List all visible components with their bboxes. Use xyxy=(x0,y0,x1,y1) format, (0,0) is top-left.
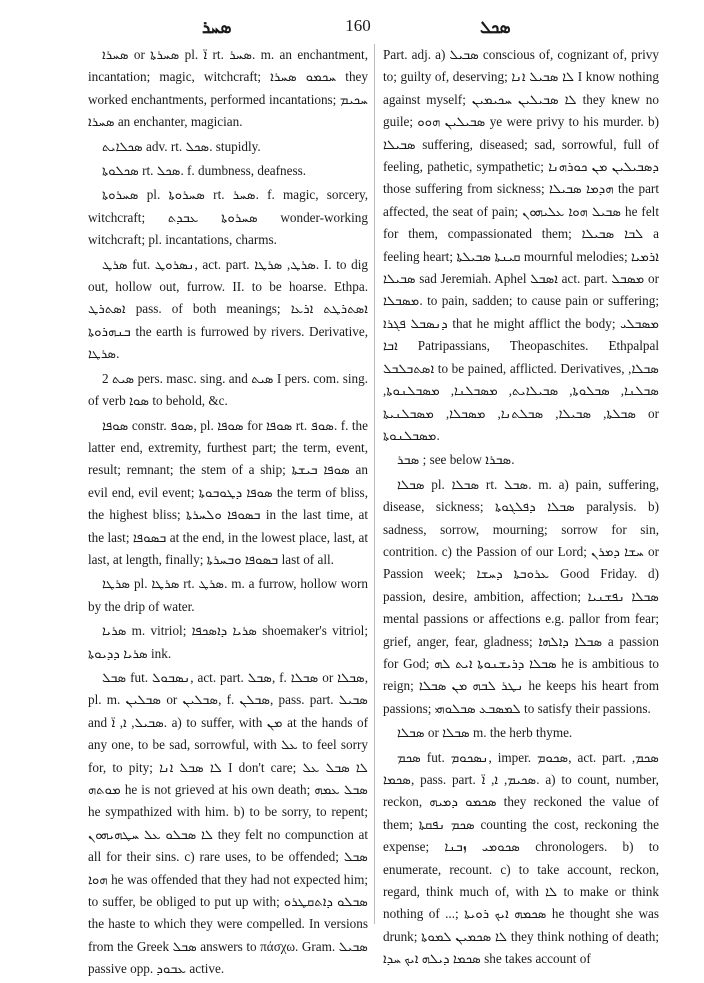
dictionary-entry: ܣܟܡ fut. ܢܣܟܘܡ, imper. ܣܟܘܡ, act. part. ܣܟܡ, ܣܟܡܐ, pass. part. ܣܟܝܡ, ܐ, ܐ̈. a) to count, number, reckon, ܣܟܡܘ ܕܡܝܗ they reckoned the value of them; ܣܟܡ ܢܦܩܬܐ counting the cost, reckoning the expense; ܣܟܘܡܝ ܙܒܢܐ chronologers. b) to enumerate, recount. c) to take account, reckon, regard, think much of, with ܠܐ to make or think nothing of ...; ܣܟܡܗ ܐܝܟ ܪܘܝܬܐ he thought she was drunk; ܠܐ ܣܟܡܝܢ ܠܡܘܬܐ they think nothing of death; ܣܟܡܐ ܕܝܠܗ ܐܝܟ ܚܕܐ she takes account of xyxy=(383,749,660,967)
dictionary-entry: ܣܟܠܘܬܐ rt. ܣܟܠ. f. dumbness, deafness. xyxy=(102,163,307,179)
column-divider xyxy=(374,44,375,924)
dictionary-entry: ܣܪܛ fut. ܢܣܪܘܛ, act. part. ܣܪܛ, ܣܪܛܐ. I. to dig out, hollow out, furrow. II. to be hoarse. Ethpa. ܐܣܬܪܛ pass. of both meanings; ܐܣܬܪܛܬ ܐܪܥܐ ܒܢܗܪܘܬܐ the earth is furrowed by rivers. Derivative, ܣܪܛܐ. xyxy=(88,256,369,362)
dictionary-entry: ܣܚܪܘܬܐ pl. ܣܚܪܘܬܐ rt. ܣܚܪ. f. magic, sorcery, witchcraft; ܣܚܪܘܬܐ ܥܒܕܬ wonder-working witchcraft; pl. incantations, charms. xyxy=(88,187,368,248)
left-column xyxy=(88,44,368,983)
dictionary-entry: ܣܟܠܐܝܬ adv. rt. ܣܟܠ. stupidly. xyxy=(102,138,261,154)
dictionary-entry: ܣܪܛܐ pl. ܣܪܛܐ rt. ܣܪܛ. m. a furrow, hollow worn by the drip of water. xyxy=(88,576,368,614)
dictionary-entry: ܣܒܠܐ pl. ܣܒܠܐ rt. ܣܒܠ. m. a) pain, suffering, disease, sickness; ܣܒܠܐ ܕܦܠܓܘܬܐ paralysis. b) sadness, sorrow, mourning; sorrow for sin, contrition. c) the Passion of our Lord; ܚܫܐ ܕܡܪܢ or Passion week; ܥܪܘܒܬܐ ܕܚܫܐ Good Friday. d) passion, desire, ambition, affection; ܣܒܠܐ ܢܦܫܢܝܐ mental passions or affections e.g. pallor from fear; grief, anger, fear, gladness; ܣܒܠܐ ܕܐܠܗܐ a passion for God; ܣܒܠܐ ܕܪܝܫܢܘܬܐ ܐܝܬ ܠܗ he is ambitious to reign; ܢܛܪ ܠܒܗ ܡܢ ܣܒܠܐ he keeps his heart from passions; ܠܡܣܒܥ ܣܒܠܘܗܝ to satisfy their passions. xyxy=(383,476,660,716)
page-number: 160 xyxy=(345,16,371,35)
dictionary-entry: ܣܪܝܐ m. vitriol; ܣܪܝܐ ܕܐܣܟܦܐ shoemaker's vitriol; ܣܪܝܐ ܕܕܝܘܬܐ ink. xyxy=(88,623,368,661)
running-headword-left: ܣܚܪ xyxy=(202,18,232,37)
dictionary-entry: ܣܝܬ 2 pers. masc. sing. and ܣܝܬ I pers. com. sing. of verb ܣܘܐ to behold, &c. xyxy=(88,370,368,409)
page-header xyxy=(0,16,704,40)
dictionary-entry: ܣܒܠܐ or ܣܒܠܐ m. the herb thyme. xyxy=(397,725,573,741)
dictionary-entry: ܣܒܠ fut. ܢܣܒܘܠ, act. part. ܣܒܠ, f. ܣܒܠܐ or ܣܒܠܐ, pl. m. ܣܒܠܝܢ or ܣܒܠܝܢ, f. ܣܒܠܢ, pass. part. ܣܒܝܠ and ܣܒܝܠ, ܐ, ܐ̈. a) to suffer, with ܡܢ at the hands of any one, to be sad, sorrowful, with ܥܠ to feel sorry for, to pity; ܠܐ ܣܒܠ ܐܢܐ I don't care; ܠܐ ܣܒܠ ܥܠ ܡܘܬܗ he is not grieved at his own death; ܣܒܠ ܥܡܗ he sympathized with him. b) to be sorry, to repent; ܠܐ ܣܒܠܘ ܥܠ ܚܛܗܝܗܘܢ they felt no compunction at all for their sins. c) rare uses, to be offended; ܣܒܠ ܗܘܐ he was offended that they had not expected him; to suffer, be obliged to put up with; ܣܒܠܘ ܕܐܬܩܛܪܘ the haste to which they were compelled. In versions from the Greek ܣܒܠ answers to πάσχω. Gram. ܣܒܝܠ passive opp. ܥܒܘܕ active. xyxy=(88,669,369,977)
dictionary-entry: ܣܘܦܐ constr. ܣܘܦ, pl. ܣܘܦܐ for ܣܘܦܐ rt. ܣܘܦ. f. the latter end, extremity, furthest part; the term, event, result; remnant; the stem of a ship; ܣܘܦܐ ܒܝܫܬܐ an evil end, evil event; ܣܘܦܐ ܕܛܘܒܘܬܐ the term of bliss, the highest bliss; ܒܣܘܦܐ ܘܠܚܪܬܐ in the last time, at the last; ܒܣܘܦܐ at the end, in the lowest place, last, at last, at length, finally; ܒܣܘܦܐ ܘܒܚܪܬܐ last of all. xyxy=(88,417,368,567)
running-headword-right: ܣܟܠ xyxy=(480,18,511,37)
dictionary-entry-continuation: Part. adj. a) ܣܒܝܠ conscious of, cognizant of, privy to; guilty of, deserving; ܠܐ ܣܒܝܠ ܐܢܐ I know nothing against myself; ܠܐ ܣܒܝܠܝܢ ܚܟܝܡܝܢ they knew no guile; ܣܒܝܠܝܢ ܗܘܘ ye were privy to his murder. b) ܣܒܝܠܐ suffering, diseased; sad, sorrowful, full of feeling, pathetic, sympathetic; ܕܣܒܝܠܝܢ ܡܢ ܟܘܪܗܢܐ those suffering from sickness; ܗܕܡܐ ܣܒܝܠܐ the part affected, the seat of pain; ܣܒܝܠ ܗܘܐ ܥܠܝܗܘܢ he felt for them, compassionated them; ܠܒܐ ܣܒܝܠܐ a feeling heart; ܩܝܢܬܐ ܣܒܝܠܬܐ mournful melodies; ܐܪܡܝܐ ܣܒܝܠܐ sad Jeremiah. Aphel ܐܣܒܠ act. part. ܡܣܒܠ or ܡܣܒܠܐ. to pain, sadden; to cause pain or suffering; ܕܢܣܒܠ ܦܓܪܐ that he might afflict the body; ܡܣܒܠܝ ܐܒܐ Patripassians, Theopaschites. Ethpalpal ܐܣܬܒܠܒܠ to be pained, afflicted. Derivatives, ܣܒܠܐ, ܣܒܠܢܐ, ܣܒܠܘܬܐ, ܣܒܝܠܐܝܬ, ܡܣܒܠܢܐ, ܡܣܒܠܢܘܬܐ, ܣܒܠܬܐ, ܣܒܝܠܐ, ܣܒܠܬܢܐ, ܡܣܒܠܐ, ܡܣܒܠܢܝܬܐ or ܡܣܒܠܢܘܬܐ. xyxy=(383,47,660,443)
dictionary-entry: ܣܚܪܐ or ܣܚܪܬܐ pl. ܐ̈ rt. ܣܚܪ. m. an enchantment, incantation; magic, witchcraft; ܚܟܡܘ ܣܚܪܐ they worked enchantments, performed incantations; ܚܟܝܡ ܣܚܪܐ an enchanter, magician. xyxy=(88,47,368,130)
dictionary-entry: ܣܒܪ ; see below ܣܒܪܐ. xyxy=(397,452,515,468)
right-column xyxy=(383,44,659,973)
